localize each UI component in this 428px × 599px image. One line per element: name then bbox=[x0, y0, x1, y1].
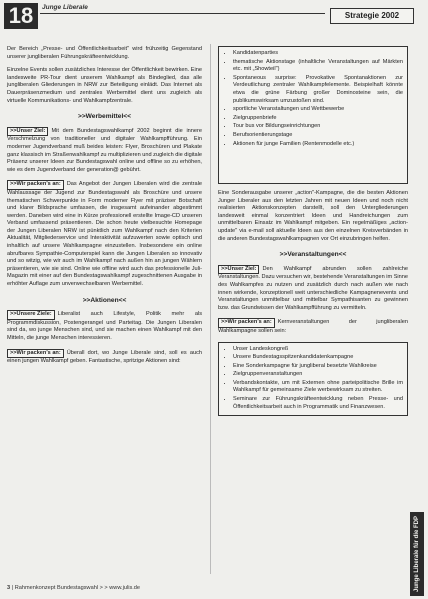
aktionen-packens-paragraph bbox=[7, 349, 202, 366]
veranstaltungen-packens-tag: >>Wir packen's an: bbox=[218, 318, 275, 328]
list-item: • Zielgruppenbriefe bbox=[233, 115, 403, 123]
header-rule bbox=[40, 13, 325, 14]
list-item: • Zielgruppenveranstaltungen bbox=[233, 371, 403, 379]
werbemittel-packens-paragraph bbox=[7, 180, 202, 288]
werbemittel-ziel-tag: >>Unser Ziel: bbox=[7, 127, 48, 137]
page-footer bbox=[7, 585, 140, 591]
list-item: • thematische Aktionstage (inhaltliche Veranstaltungen auf Märkten etc. mit „Showteil") bbox=[233, 59, 403, 74]
veranstaltungen-ziel-text: Den Wahlkampf abrunden sollen zahlreiche Veranstaltungen. Dazu versuchen wir, bestehende Veranstaltungen im Sinne des Wahlkampfes zu nutzen und zusätzlich durch nach außen wie nach innen wirkende, konzeptionell weit unterschiedliche Kampagnenevents und Veranstaltungen unmittelbar und mittelbar Sympathisanten zu gewinnen bzw. das Grundwissen der Wahlkampfführung zu vermitteln. bbox=[218, 265, 409, 311]
aktionen-ziele-tag: >>Unsere Ziele: bbox=[7, 310, 55, 320]
veranstaltungen-packens-text: Kernveranstaltungen der jungliberalen Wahlkampagne sollen sein: bbox=[218, 319, 408, 334]
werbemittel-ziel-text: Mit dem Bundestagswahlkampf 2002 beginnt die innere Verschmelzung von traditioneller und digitaler Wahlkampfführung. Ein moderner Jugendverband muß beides leisten: Flyer, Broschüren und Plakate ganz klassisch im Straßenwahlkampf zu multiplizieren und zugleich die digitale Präsenz unserer Ideen zur Bundestagswahl online und offline so zu erhöhen, wie es dem Jugendverband der generation@ gebührt. bbox=[7, 127, 202, 173]
veranstaltungen-ziel-paragraph bbox=[218, 265, 408, 313]
page-number-badge: 18 bbox=[4, 3, 38, 29]
list-item: • Unser Landeskongreß bbox=[233, 346, 403, 354]
column-divider bbox=[210, 44, 211, 574]
brand-label: Junge Liberale bbox=[42, 4, 88, 11]
aktionen-packens-text: Überall dort, wo Junge Liberale sind, soll es auch einen jungen Wahlkampf geben. Fantastische, spritzige Aktionen sind: bbox=[7, 349, 202, 365]
left-column bbox=[7, 46, 202, 372]
werbemittel-packens-text: Das Angebot der Jungen Liberalen wird die zentrale Wahlaussage der Jugend zur Bundestagswahl als Broschüre und unsere thematischen Schwerpunkte in Form moderner Flyer mit präziser Botschaft und klarer Bildsprache umfassen, die insgesamt aufeinander abgestimmt werden. Daneben wird eine in Kürze professionell erstellte Image-CD unseren Verband umfassend präsentieren. Die schon heute vielbesuchte Homepage der Jungen Liberalen NRW ist pünktlich zum Wahlkampf nach den Kriterien Aktualität, Mitgliederservice und Interaktivität aufzuwerten sowie optisch und inhaltlich auf unsere Wahlkampagne einzustellen. Insbesondere ein online abrufbares Sympathie-Computerspiel kann die Jungen Liberalen so innovativ und so witzig, wie wir auch im Wahlkampf nach außen hin an jungen Wählern präsentieren, wie sie sind. Online wie offline wird auch das professionelle Juli-Magazin mit einer auf den Bundestagswahlkampf zugeschnittenen Ausgabe in erhöhter Auflage zum unverwechselbaren Werbemittel. bbox=[7, 181, 202, 288]
aktionen-list-box bbox=[218, 46, 408, 184]
footer-separator: | bbox=[11, 585, 14, 591]
list-item: • Eine Sonderkampagne für jungliberal besetzte Wahlkreise bbox=[233, 363, 403, 371]
list-item: • Tour bus vor Bildungseinrichtungen bbox=[233, 123, 403, 131]
veranstaltungen-list bbox=[223, 346, 403, 412]
list-item: • Verbandskontakte, um mit Externen ohne parteipolitische Brille im Wahlkampf für gemeinsame Ziele werbewirksam zu streiten. bbox=[233, 380, 403, 395]
list-item: • Berufsorientierungstage bbox=[233, 132, 403, 140]
section-title: Strategie 2002 bbox=[330, 8, 414, 24]
list-item: • Unsere Bundestagsspitzenkandidatenkampagne bbox=[233, 354, 403, 362]
list-item: • Spontaneous surprise: Provokative Spontanaktionen zur Verdeutlichung zentraler Wahlkampfelemente. Beispielhaft könnte etwa die grüne Färbung großer Dominosteine sein, die publikumswirksam umzustoßen sind. bbox=[233, 75, 403, 105]
veranstaltungen-packens-paragraph bbox=[218, 318, 408, 335]
footer-title: Rahmenkonzept Bundestagswahl bbox=[14, 585, 99, 591]
sidebar-label: Junge Liberale für die FDP bbox=[414, 515, 420, 593]
aktionen-packens-tag: >>Wir packen's an: bbox=[7, 349, 64, 359]
right-column bbox=[218, 44, 408, 422]
veranstaltungen-ziel-tag: >>Unser Ziel: bbox=[218, 265, 259, 275]
list-item: • Kandidatenparties bbox=[233, 50, 403, 58]
list-item: • sportliche Veranstaltungen und Wettbewerbe bbox=[233, 106, 403, 114]
sonderausgabe-paragraph: Eine Sonderausgabe unserer „action"-Kampagne, die die besten Aktionen Junger Liberaler aus den letzten Jahren mit neuen Ideen und noch nicht realisierten Aktionskonzepten darstellt, soll den Untergliederungen landesweit einmal konzentriert Ideen und Handreichungen zum unmittelbaren Einsatz im Wahlkampf mitgeben. Ein regelmäßiges „action-update" via e-mail soll aktuelle Ideen aus den einzelnen Kreisverbänden in die anderen Bundestagswahlkampagnen vor Ort einzubringen helfen. bbox=[218, 190, 408, 242]
list-item: • Aktionen für junge Familien (Rentenmodelle etc.) bbox=[233, 141, 403, 149]
werbemittel-heading: >>Werbemittel<< bbox=[77, 113, 132, 121]
aktionen-ziele-paragraph bbox=[7, 310, 202, 342]
werbemittel-packens-tag: >>Wir packen's an: bbox=[7, 180, 64, 190]
list-item: • Seminare zur Führungskräfteentwicklung neben Presse- und Öffentlichkeitsarbeit auch in Programmatik und Finanzwesen. bbox=[233, 396, 403, 411]
aktionen-ziele-text: Liberalist auch Lifestyle, Politik mehr als Programmdiskussion, Postengerangel und Parteitag. Die Jungen Liberalen sind da, wo junge Menschen sind, und sie machen einen Wahlkampf mit den Mitteln, die junge Menschen interessieren. bbox=[7, 311, 202, 341]
footer-url: > > www.julis.de bbox=[99, 585, 141, 591]
aktionen-heading: >>Aktionen<< bbox=[82, 296, 127, 304]
veranstaltungen-heading: >>Veranstaltungen<< bbox=[279, 251, 347, 259]
aktionen-list bbox=[223, 50, 403, 148]
vertical-sidebar-tab bbox=[410, 512, 424, 596]
veranstaltungen-list-box bbox=[218, 342, 408, 417]
werbemittel-ziel-paragraph bbox=[7, 127, 202, 175]
intro-paragraph-1: Der Bereich „Presse- und Öffentlichkeitsarbeit" wird frühzeitig Gegenstand unserer jungliberalen Führungskräfteentwicklung. bbox=[7, 46, 202, 60]
footer-page-number: 3 bbox=[7, 585, 11, 591]
intro-paragraph-2: Einzelne Events sollen zusätzliches Interesse der Öffentlichkeit bewirken. Eine landesweite PR-Tour dient unserem Wahlkampf als Bindeglied, das alle jungliberalen Gliederungen in NRW zur Beteiligung einlädt. Das Internet als Dauerpräsenzmedium und zentrales Werbemittel dient uns zugleich als virtuelle Kommunikations- und Wahlkampfzentrale. bbox=[7, 67, 202, 104]
